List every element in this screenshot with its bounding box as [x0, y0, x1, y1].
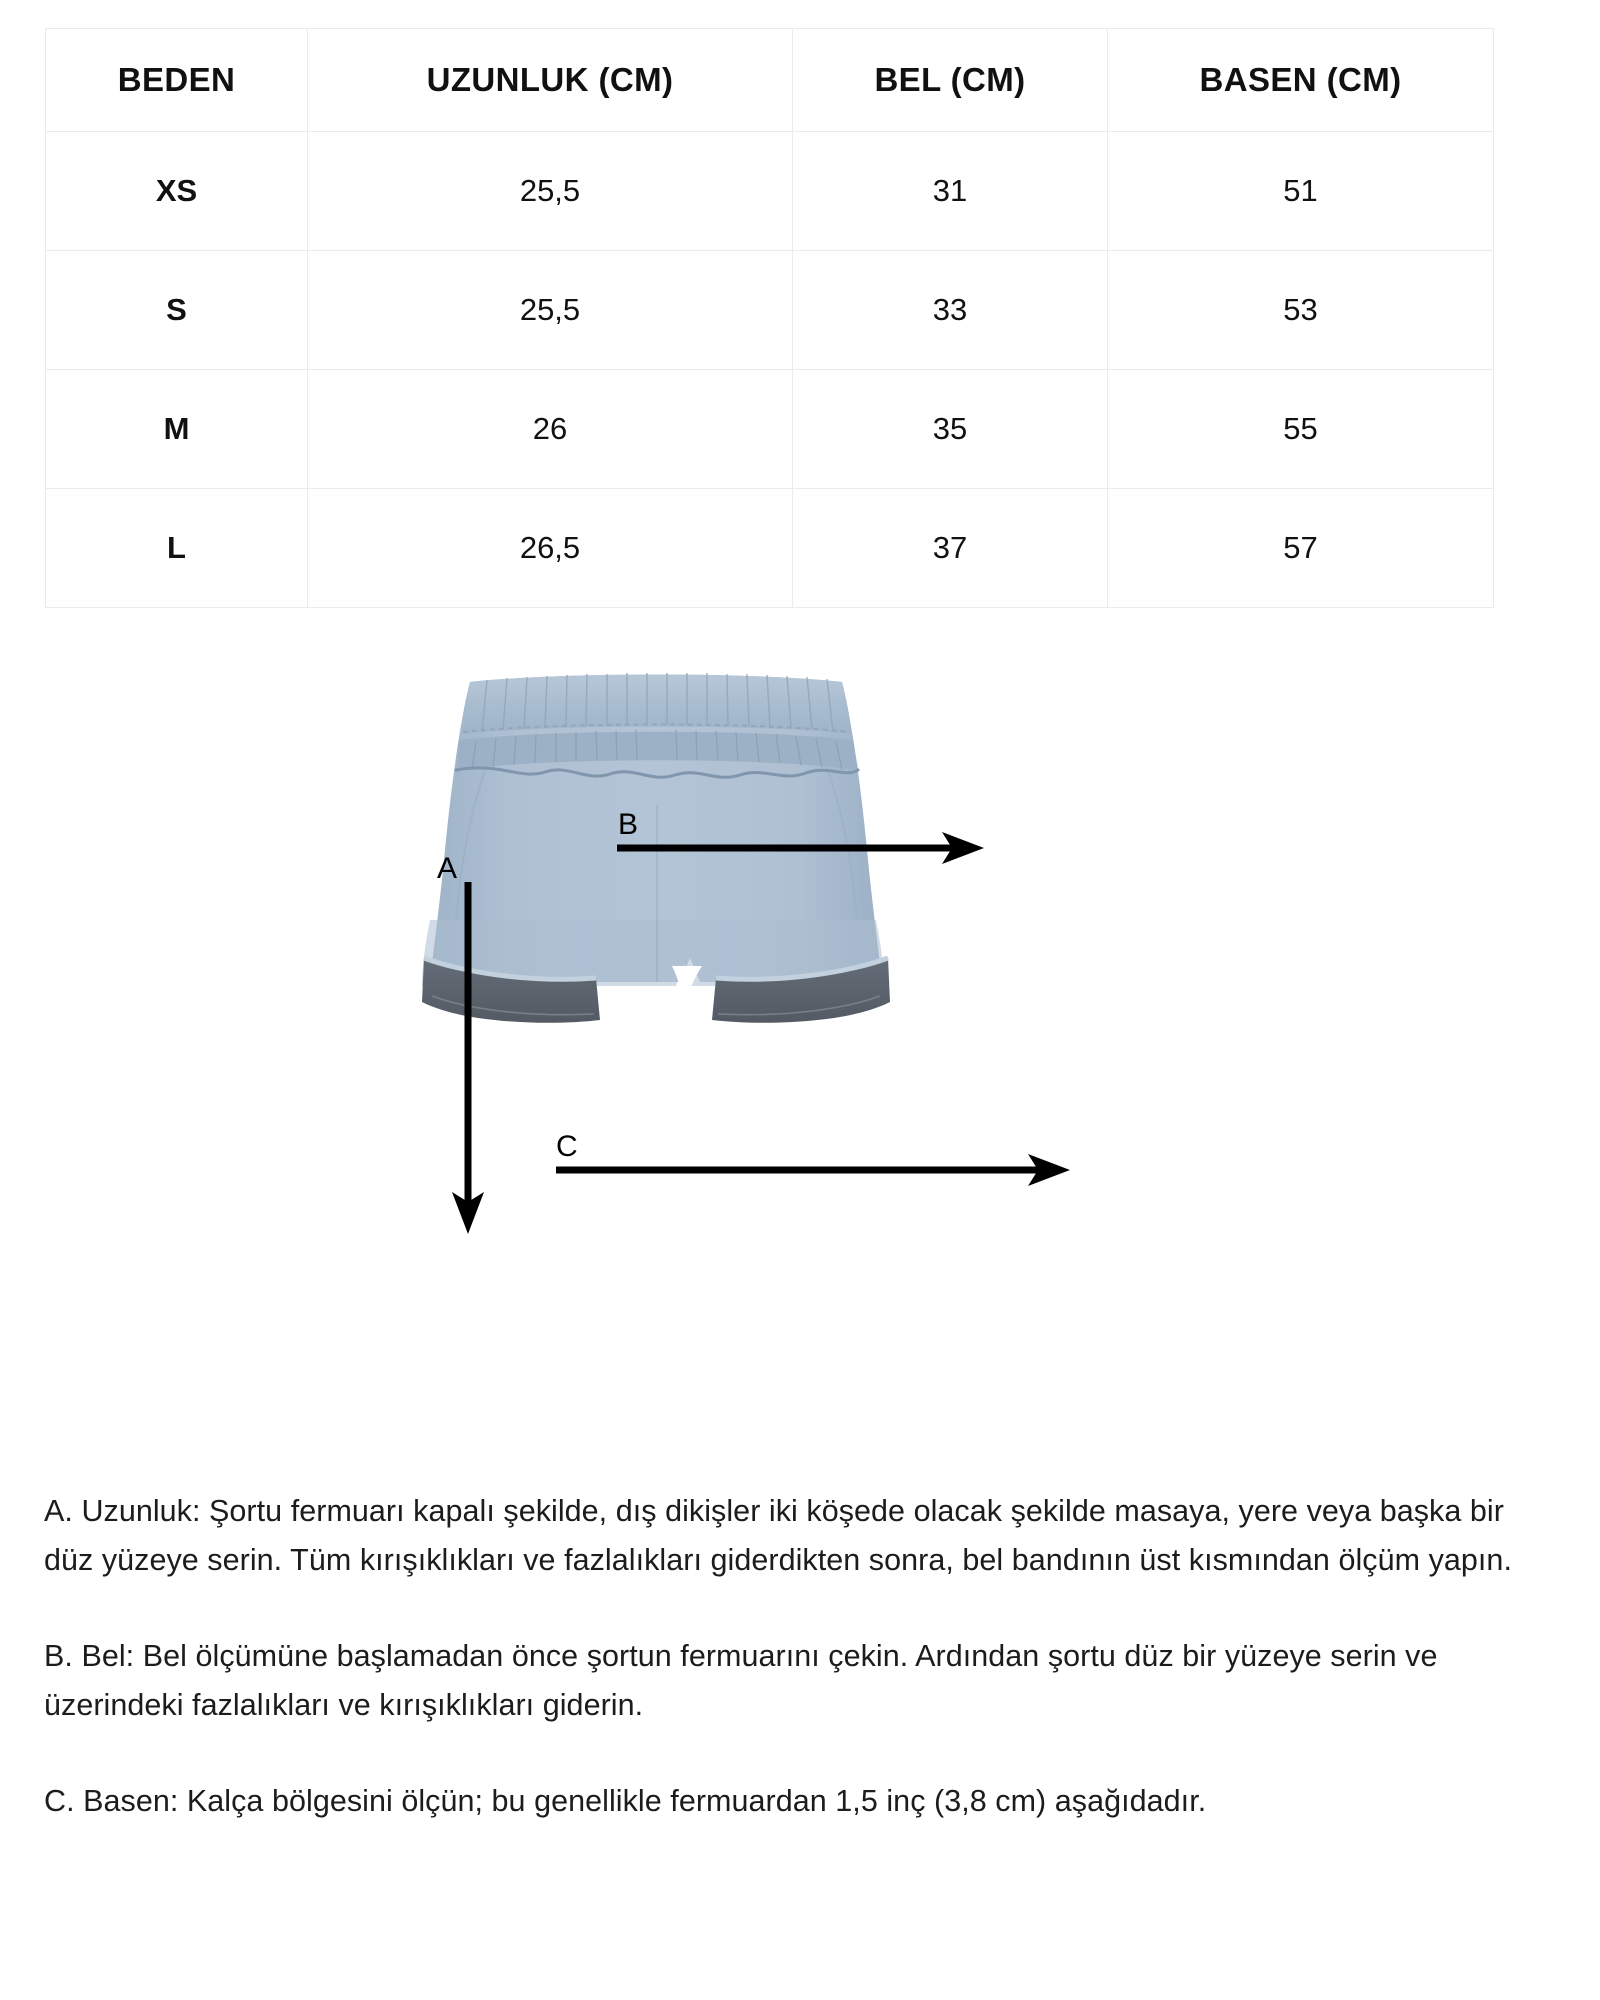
column-header-beden: BEDEN: [46, 29, 308, 132]
cell-size: M: [46, 370, 308, 489]
table-row: [46, 370, 1494, 489]
cell-waist: 33: [793, 251, 1108, 370]
table-row: [46, 251, 1494, 370]
table-header-row: [46, 29, 1494, 132]
size-chart-table: [45, 28, 1494, 608]
table-row: [46, 132, 1494, 251]
cell-length: 26: [308, 370, 793, 489]
arrow-label-a: A: [437, 852, 458, 885]
cell-length: 25,5: [308, 251, 793, 370]
cell-size: S: [46, 251, 308, 370]
cell-length: 25,5: [308, 132, 793, 251]
cell-hip: 51: [1108, 132, 1494, 251]
column-header-uzunluk: UZUNLUK (CM): [308, 29, 793, 132]
cell-hip: 57: [1108, 489, 1494, 608]
cell-waist: 37: [793, 489, 1108, 608]
crotch-gap: [672, 966, 702, 1016]
instruction-b-waist: B. Bel: Bel ölçümüne başlamadan önce şortun fermuarını çekin. Ardından şortu düz bir yüzeye serin ve üzerindeki fazlalıkları ve kırışıklıkları giderin.: [44, 1638, 1438, 1723]
table-row: [46, 489, 1494, 608]
measurement-instructions: [44, 1487, 1554, 1826]
instruction-c-hip: C. Basen: Kalça bölgesini ölçün; bu genellikle fermuardan 1,5 inç (3,8 cm) aşağıdadır.: [44, 1783, 1207, 1818]
arrow-c-hip: [556, 1154, 1070, 1186]
cell-length: 26,5: [308, 489, 793, 608]
shorts-illustration: [0, 620, 1600, 1320]
column-header-basen: BASEN (CM): [1108, 29, 1494, 132]
arrow-label-c: C: [556, 1130, 578, 1163]
cell-hip: 53: [1108, 251, 1494, 370]
cell-hip: 55: [1108, 370, 1494, 489]
measurement-diagram: [0, 620, 1600, 1320]
cell-waist: 35: [793, 370, 1108, 489]
cell-waist: 31: [793, 132, 1108, 251]
column-header-bel: BEL (CM): [793, 29, 1108, 132]
arrow-label-b: B: [618, 808, 639, 841]
instruction-a-length: A. Uzunluk: Şortu fermuarı kapalı şekilde, dış dikişler iki köşede olacak şekilde masaya, yere veya başka bir düz yüzeye serin. Tüm kırışıklıkları ve fazlalıkları giderdikten sonra, bel bandının üst kısmından ölçüm yapın.: [44, 1494, 1512, 1578]
size-chart-table-container: [45, 28, 1493, 608]
cell-size: L: [46, 489, 308, 608]
cell-size: XS: [46, 132, 308, 251]
